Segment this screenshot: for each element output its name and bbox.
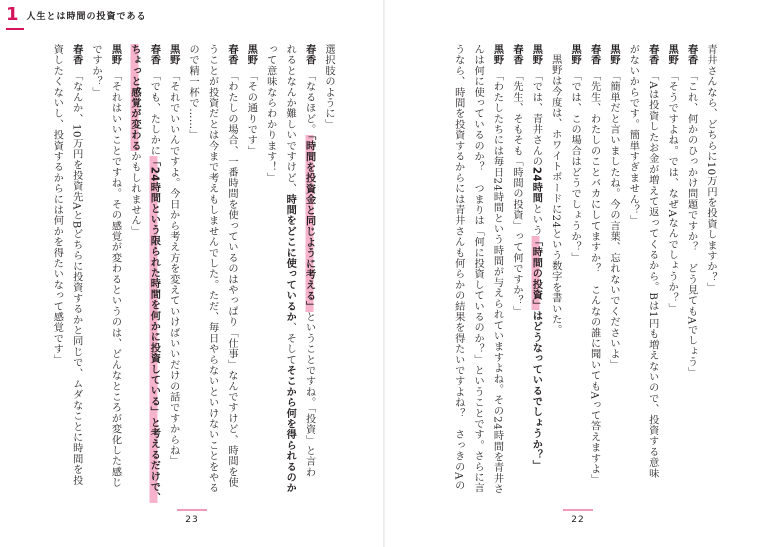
text-run: 「わたしの場合、一番時間を使っているのはやっぱり「仕事」なんですけど、時間を使 (225, 70, 237, 488)
speaker-name: 春香 (685, 44, 697, 66)
highlighted-text: 「時間を投資金と同じように考える」 (303, 134, 315, 312)
speaker-name: 黒野 (569, 44, 581, 66)
speaker-name: 春香 (646, 44, 658, 66)
text-run: うなら、時間を投資するからには青井さんも何らかの結果を得たいですよね？ さっきのAの (452, 44, 464, 491)
text-run: 「では、青井さんの (530, 70, 542, 167)
page-gutter (383, 0, 385, 547)
speaker-name: 春香 (70, 44, 82, 66)
text-line (701, 44, 720, 499)
folio-accent-right (563, 509, 593, 511)
text-line (604, 44, 623, 499)
text-run: 「それはいいことですね。その感覚が変わるというのは、どんなところが変化した感じ (109, 70, 121, 488)
text-run: 「それでいいんですよ。今日から考え方を変えていけばいいだけの話ですからね」 (167, 70, 179, 467)
text-line (448, 44, 467, 499)
emphasis-text: 時間をどこに使っているか (284, 193, 296, 323)
text-line (662, 44, 681, 499)
text-line (507, 44, 526, 499)
text-line (105, 44, 124, 499)
speaker-name: 春香 (148, 44, 160, 66)
speaker-name: 黒野 (167, 44, 179, 66)
narration-text: 黒野は今度は、ホワイトボードに24という数字を書いた。 (549, 54, 561, 336)
highlighted-text: 「時間の投資」 (530, 235, 542, 311)
text-run: かもしれません」 (128, 151, 140, 237)
speaker-name: 黒野 (109, 44, 121, 66)
text-line (183, 44, 202, 499)
text-run: 「では、この場合はどうでしょうか？」 (569, 70, 581, 264)
chapter-title: 人生とは時間の投資である (26, 11, 147, 22)
running-head (6, 4, 147, 26)
text-line (66, 44, 85, 499)
text-run: 「Aは投資したお金が増えて返ってくるから。Bは1円も増えないので、投資する意味 (646, 70, 658, 479)
text-run: 「わたしたちには毎日24時間という時間が与えられていますよね。その24時間を青井さ (491, 70, 503, 495)
text-run: んは何に使っているのか？ つまりは「何に投資しているのか？」ということです。さらに言 (472, 44, 484, 494)
text-run: 「でも、たしかに (148, 70, 160, 157)
text-line (202, 44, 221, 499)
text-line (545, 44, 564, 499)
text-run: 青井さんなら、どちらに10万円を投資しますか？」 (705, 44, 716, 294)
text-run: 「その通りです」 (245, 70, 257, 157)
speaker-name: 黒野 (245, 44, 257, 66)
text-line (222, 44, 241, 499)
right-page-body (448, 44, 720, 499)
text-line (86, 44, 105, 499)
chapter-number: 1 (6, 4, 19, 25)
page-number-right: 22 (571, 515, 585, 525)
highlighted-text: ちょっと感覚が変わる (128, 44, 140, 151)
text-run: 、そして (284, 322, 296, 366)
text-run: ということですね。「投資」と言わ (303, 311, 315, 478)
text-line (584, 44, 603, 499)
text-run: 「なるほど。 (303, 70, 315, 135)
text-run: れるとなんか難しいですけど、 (284, 44, 296, 194)
emphasis-text: そこから何を得られるのか (284, 365, 296, 494)
text-run: 「なんか、10万円を投資先AとBどちらに投資するかと同じで、ムダなことに時間を投 (70, 70, 82, 486)
speaker-name: 春香 (303, 44, 315, 66)
text-run: がないからです。簡単すぎません？」 (627, 44, 639, 226)
text-line (565, 44, 584, 499)
text-run: って意味ならわかります！」 (264, 44, 276, 184)
speaker-name: 春香 (225, 44, 237, 66)
speaker-name: 春香 (588, 44, 600, 66)
text-line (163, 44, 182, 499)
page-number-left: 23 (185, 515, 199, 525)
text-line (47, 44, 66, 499)
emphasis-text: 24時間 (530, 166, 542, 204)
text-run: という (530, 203, 542, 236)
text-line (642, 44, 661, 499)
text-run: 「先生、わたしのことバカにしてますか？ こんなの誰に聞いてもAって答えますよ」 (588, 70, 600, 485)
text-line (299, 44, 318, 499)
speaker-name: 黒野 (491, 44, 503, 66)
text-line (468, 44, 487, 499)
text-line (526, 44, 545, 499)
text-line (144, 44, 163, 503)
text-line (319, 44, 338, 499)
text-line (280, 44, 299, 499)
text-run: 選択肢のように」 (323, 44, 334, 130)
text-line (487, 44, 506, 499)
text-run: 「簡単だと言いましたね。今の言葉、忘れないでくださいよ」 (607, 70, 619, 371)
text-line (681, 44, 700, 499)
left-page-body (47, 44, 338, 503)
highlighted-text: 「24時間という限られた時間を何かに投資している」と考えるだけで、 (148, 156, 160, 503)
text-run: ですか？」 (90, 44, 102, 98)
text-line (241, 44, 260, 499)
text-run: 「これ、何かのひっかけ問題ですか？ どう見てもAでしょう」 (685, 70, 697, 378)
speaker-name: 黒野 (607, 44, 619, 66)
text-line (623, 44, 642, 499)
text-run: 資したくないし、投資するからには何かを得たいなって感覚です」 (51, 44, 63, 365)
text-run: 「先生、そもそも「時間の投資」って何ですか？」 (510, 70, 522, 317)
speaker-name: 春香 (510, 44, 522, 66)
text-run: ので精一杯で……」 (187, 44, 199, 141)
text-line (125, 44, 144, 499)
folio-accent-left (177, 509, 207, 511)
speaker-name: 黒野 (530, 44, 542, 66)
text-line (260, 44, 279, 499)
text-run: 「そうですよね。では、なぜAなんでしょうか？」 (666, 70, 678, 314)
text-run: うことが投資だとは今まで考えもしませんでした。ただ、毎日やらないといけないことをやる (206, 44, 218, 494)
emphasis-text: はどうなっているでしょうか？」 (530, 310, 542, 471)
chapter-accent-rule (6, 28, 24, 30)
speaker-name: 黒野 (666, 44, 678, 66)
